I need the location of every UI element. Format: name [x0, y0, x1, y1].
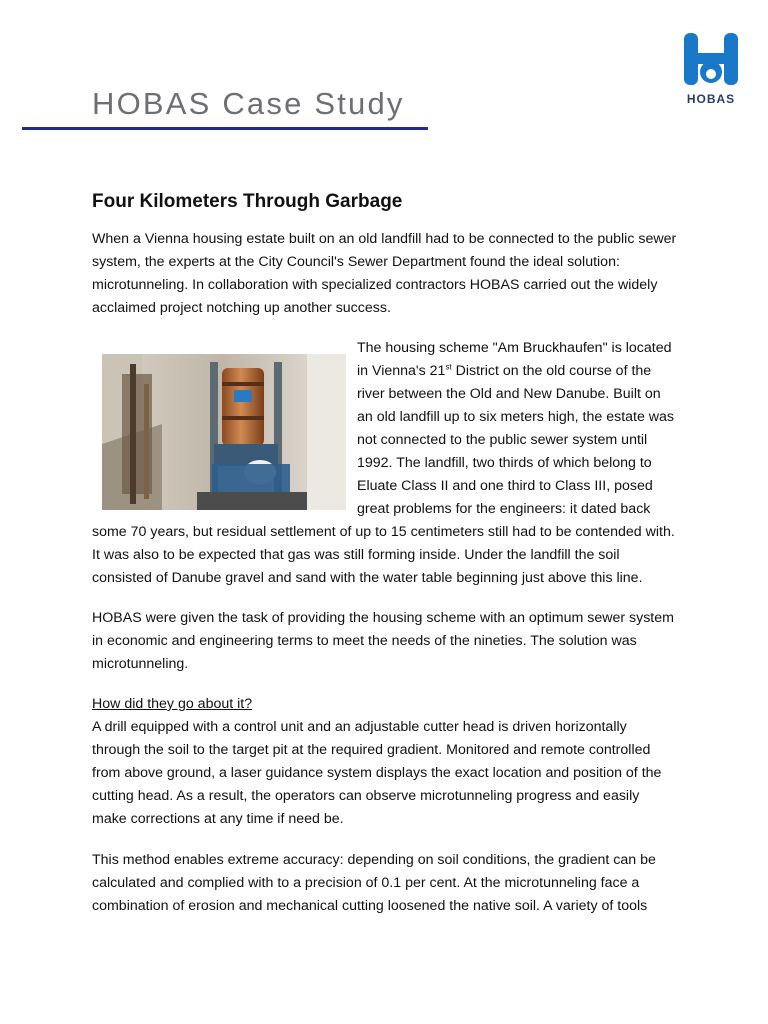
text-line: Eluate Class II and one third to Class III, posed — [357, 478, 653, 494]
text-line: cutting head. As a result, the operators can observe microtunneling progress and easily — [92, 788, 640, 804]
text-line: river between the Old and New Danube. Built on — [357, 386, 661, 402]
hobas-logo-icon — [683, 31, 739, 87]
text-line: This method enables extreme accuracy: depending on soil conditions, the gradient can be — [92, 852, 656, 868]
continuation-paragraph — [92, 521, 692, 590]
text-line: It was also to be expected that gas was still forming inside. Under the landfill the soil — [92, 547, 620, 563]
text-line: consisted of Danube gravel and sand with the water table beginning just above this line. — [92, 570, 643, 586]
title-rule — [22, 127, 428, 130]
hobas-logo — [683, 31, 739, 87]
text-fragment: District on the old course of the — [451, 363, 652, 379]
text-line: microtunneling. In collaboration with specialized contractors HOBAS carried out the widely — [92, 277, 658, 293]
text-line: in economic and engineering terms to meet the needs of the nineties. The solution was — [92, 633, 637, 649]
wrap-paragraph — [357, 337, 687, 521]
text-line: combination of erosion and mechanical cutting loosened the native soil. A variety of tools — [92, 898, 648, 914]
text-line: The housing scheme "Am Bruckhaufen" is located — [357, 340, 672, 356]
text-line: 1992. The landfill, two thirds of which belong to — [357, 455, 652, 471]
microtunneling-shaft-photo — [102, 354, 346, 510]
accuracy-paragraph — [92, 849, 692, 918]
text-line: make corrections at any time if need be. — [92, 811, 344, 827]
text-line — [357, 360, 687, 383]
shaft-photo-illustration — [102, 354, 346, 510]
logo-wordmark: HOBAS — [686, 92, 736, 106]
text-line: not connected to the public sewer system until — [357, 432, 648, 448]
method-section — [92, 693, 692, 831]
section-subheading: How did they go about it? — [92, 696, 253, 712]
text-line: from above ground, a laser guidance system displays the exact location and position of the — [92, 765, 662, 781]
page-title: HOBAS Case Study — [92, 86, 405, 121]
text-line: an old landfill up to six meters high, the estate was — [357, 409, 675, 425]
intro-paragraph — [92, 228, 692, 320]
text-line: HOBAS were given the task of providing the housing scheme with an optimum sewer system — [92, 610, 674, 626]
text-fragment: in Vienna's 21 — [357, 363, 446, 379]
ordinal-suffix: st — [445, 362, 452, 372]
text-line: great problems for the engineers: it dated back — [357, 501, 651, 517]
text-line: calculated and complied with to a precision of 0.1 per cent. At the microtunneling face a — [92, 875, 640, 891]
text-line: some 70 years, but residual settlement of up to 15 centimeters still had to be contended with. — [92, 524, 675, 540]
text-line: When a Vienna housing estate built on an old landfill had to be connected to the public sewer — [92, 231, 677, 247]
article-heading: Four Kilometers Through Garbage — [92, 191, 403, 212]
task-paragraph — [92, 607, 692, 676]
text-line: A drill equipped with a control unit and an adjustable cutter head is driven horizontally — [92, 719, 627, 735]
text-line: acclaimed project notching up another success. — [92, 300, 391, 316]
text-line: microtunneling. — [92, 656, 189, 672]
text-line: through the soil to the target pit at the required gradient. Monitored and remote controlled — [92, 742, 651, 758]
text-line: system, the experts at the City Council's Sewer Department found the ideal solution: — [92, 254, 620, 270]
